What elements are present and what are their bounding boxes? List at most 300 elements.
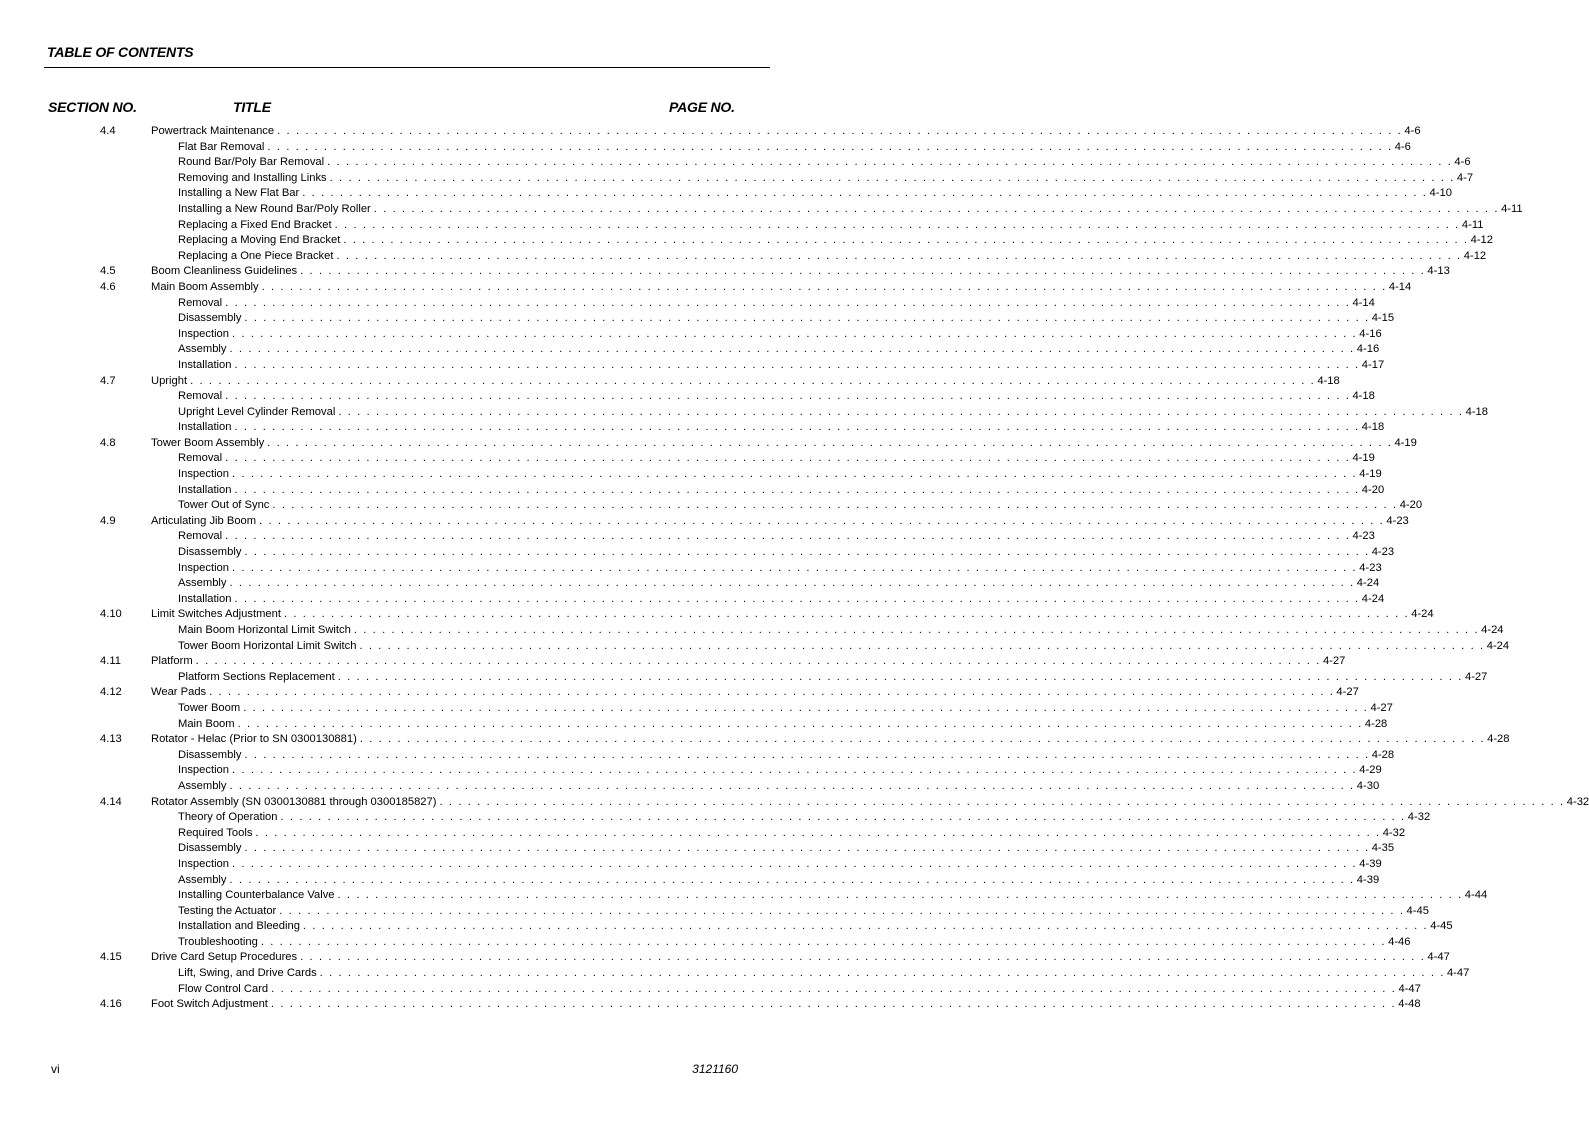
dot-leader: . . . . . . . . . . . . . . . . . . . . . . . . . . . . . . . . . . . . . . . . . . . . . . . . . . . . . . . . . . . . . . . . . . . . . . . . . . . . . . . . . . . . . . . . . . . . . . . . . . . . . . . . . . . . . . . . . . . . . . . . bbox=[267, 436, 1393, 449]
toc-entry-title: Disassembly bbox=[178, 842, 242, 855]
toc-entry-line bbox=[178, 670, 1488, 686]
toc-entry[interactable] bbox=[0, 342, 1380, 358]
dot-leader: . . . . . . . . . . . . . . . . . . . . . . . . . . . . . . . . . . . . . . . . . . . . . . . . . . . . . . . . . . . . . . . . . . . . . . . . . . . . . . . . . . . . . . . . . . . . . . . . . . . . . . . . . . . . . . . . . . . . . . . . bbox=[244, 842, 1370, 855]
toc-entry-title: Inspection bbox=[178, 327, 229, 340]
toc-section-number: 4.13 bbox=[100, 733, 122, 746]
toc-entry-page: 4-24 bbox=[1481, 624, 1504, 636]
toc-entry-line bbox=[151, 997, 1421, 1013]
toc-entry-page: 4-28 bbox=[1364, 717, 1388, 730]
toc-entry-title: Installing a New Round Bar/Poly Roller bbox=[178, 202, 371, 215]
toc-entry[interactable] bbox=[0, 763, 1382, 779]
toc-entry-line bbox=[178, 982, 1421, 998]
toc-entry-title: Installing a New Flat Bar bbox=[178, 187, 300, 200]
toc-entry[interactable] bbox=[0, 982, 1421, 998]
toc-entry-page: 4-24 bbox=[1356, 577, 1380, 590]
toc-entry-page: 4-13 bbox=[1427, 265, 1450, 278]
dot-leader: . . . . . . . . . . . . . . . . . . . . . . . . . . . . . . . . . . . . . . . . . . . . . . . . . . . . . . . . . . . . . . . . . . . . . . . . . . . . . . . . . . . . . . . . . . . . . . . . . . . . . . . . . . . . . . . . . . . . . . . . bbox=[337, 670, 1463, 683]
toc-entry-page: 4-19 bbox=[1394, 436, 1417, 449]
toc-entry[interactable] bbox=[0, 514, 1409, 530]
dot-leader: . . . . . . . . . . . . . . . . . . . . . . . . . . . . . . . . . . . . . . . . . . . . . . . . . . . . . . . . . . . . . . . . . . . . . . . . . . . . . . . . . . . . . . . . . . . . . . . . . . . . . . . . . . . . . . . . . . . . . . . . bbox=[337, 889, 1463, 902]
dot-leader: . . . . . . . . . . . . . . . . . . . . . . . . . . . . . . . . . . . . . . . . . . . . . . . . . . . . . . . . . . . . . . . . . . . . . . . . . . . . . . . . . . . . . . . . . . . . . . . . . . . . . . . . . . . . . . . . . . . . . . . . bbox=[261, 280, 1387, 293]
toc-entry-title: Replacing a Fixed End Bracket bbox=[178, 218, 332, 231]
toc-entry-line bbox=[178, 171, 1474, 187]
toc-entry-title: Removal bbox=[178, 296, 223, 309]
toc-entry[interactable] bbox=[0, 561, 1382, 577]
toc-entry-page: 4-14 bbox=[1352, 296, 1375, 309]
toc-section-number: 4.16 bbox=[100, 998, 122, 1011]
toc-entry-page: 4-35 bbox=[1371, 842, 1395, 855]
toc-entry-page: 4-27 bbox=[1370, 701, 1393, 714]
toc-entry-page: 4-11 bbox=[1461, 218, 1484, 231]
toc-entry-line bbox=[151, 514, 1409, 530]
toc-entry[interactable] bbox=[0, 124, 1421, 140]
dot-leader: . . . . . . . . . . . . . . . . . . . . . . . . . . . . . . . . . . . . . . . . . . . . . . . . . . . . . . . . . . . . . . . . . . . . . . . . . . . . . . . . . . . . . . . . . . . . . . . . . . . . . . . . . . . . . . . . . . . . . . . . bbox=[272, 499, 1398, 512]
toc-entry-page: 4-32 bbox=[1407, 811, 1431, 824]
dot-leader: . . . . . . . . . . . . . . . . . . . . . . . . . . . . . . . . . . . . . . . . . . . . . . . . . . . . . . . . . . . . . . . . . . . . . . . . . . . . . . . . . . . . . . . . . . . . . . . . . . . . . . . . . . . . . . . . . . . . . . . . bbox=[270, 998, 1397, 1011]
toc-entry-page: 4-16 bbox=[1359, 327, 1382, 340]
toc-entry[interactable] bbox=[0, 592, 1385, 608]
toc-entry-title: Assembly bbox=[178, 343, 227, 356]
toc-entry-page: 4-48 bbox=[1398, 998, 1421, 1011]
toc-entry[interactable] bbox=[0, 358, 1385, 374]
dot-leader: . . . . . . . . . . . . . . . . . . . . . . . . . . . . . . . . . . . . . . . . . . . . . . . . . . . . . . . . . . . . . . . . . . . . . . . . . . . . . . . . . . . . . . . . . . . . . . . . . . . . . . . . . . . . . . . . . . . . . . . . bbox=[234, 421, 1360, 434]
toc-entry-line bbox=[178, 826, 1406, 842]
toc-section-number: 4.15 bbox=[100, 951, 122, 964]
toc-entry[interactable] bbox=[0, 233, 1493, 249]
dot-leader: . . . . . . . . . . . . . . . . . . . . . . . . . . . . . . . . . . . . . . . . . . . . . . . . . . . . . . . . . . . . . . . . . . . . . . . . . . . . . . . . . . . . . . . . . . . . . . . . . . . . . . . . . . . . . . . . . . . . . . . . bbox=[279, 904, 1405, 917]
toc-entry-page: 4-18 bbox=[1352, 390, 1375, 403]
toc-entry-title: Inspection bbox=[178, 468, 229, 481]
toc-entry[interactable] bbox=[0, 186, 1452, 202]
dot-leader: . . . . . . . . . . . . . . . . . . . . . . . . . . . . . . . . . . . . . . . . . . . . . . . . . . . . . . . . . . . . . . . . . . . . . . . . . . . . . . . . . . . . . . . . . . . . . . . . . . . . . . . . . . . . . . . . . . . . . . . . bbox=[271, 982, 1397, 995]
toc-entry-line bbox=[178, 576, 1380, 592]
toc-entry[interactable] bbox=[0, 171, 1474, 187]
toc-entry-title: Platform bbox=[151, 655, 193, 668]
toc-entry-title: Round Bar/Poly Bar Removal bbox=[178, 156, 325, 169]
dot-leader: . . . . . . . . . . . . . . . . . . . . . . . . . . . . . . . . . . . . . . . . . . . . . . . . . . . . . . . . . . . . . . . . . . . . . . . . . . . . . . . . . . . . . . . . . . . . . . . . . . . . . . . . . . . . . . . . . . . . . . . . bbox=[234, 592, 1360, 605]
toc-entry-line bbox=[178, 249, 1487, 265]
dot-leader: . . . . . . . . . . . . . . . . . . . . . . . . . . . . . . . . . . . . . . . . . . . . . . . . . . . . . . . . . . . . . . . . . . . . . . . . . . . . . . . . . . . . . . . . . . . . . . . . . . . . . . . . . . . . . . . . . . . . . . . . bbox=[232, 561, 1358, 574]
toc-entry-page: 4-27 bbox=[1464, 670, 1488, 683]
toc-entry-line bbox=[178, 296, 1375, 312]
toc-entry[interactable] bbox=[0, 264, 1450, 280]
toc-entry-line bbox=[178, 639, 1510, 655]
toc-entry-title: Limit Switches Adjustment bbox=[151, 608, 281, 621]
toc-entry-page: 4-46 bbox=[1388, 935, 1411, 948]
toc-entry-page: 4-18 bbox=[1361, 421, 1385, 434]
toc-entry[interactable] bbox=[0, 155, 1471, 171]
dot-leader: . . . . . . . . . . . . . . . . . . . . . . . . . . . . . . . . . . . . . . . . . . . . . . . . . . . . . . . . . . . . . . . . . . . . . . . . . . . . . . . . . . . . . . . . . . . . . . . . . . . . . . . . . . . . . . . . . . . . . . . . bbox=[319, 967, 1445, 980]
toc-entry-line bbox=[178, 451, 1375, 467]
toc-entry[interactable] bbox=[0, 701, 1393, 717]
toc-entry-page: 4-47 bbox=[1446, 967, 1470, 980]
dot-leader: . . . . . . . . . . . . . . . . . . . . . . . . . . . . . . . . . . . . . . . . . . . . . . . . . . . . . . . . . . . . . . . . . . . . . . . . . . . . . . . . . . . . . . . . . . . . . . . . . . . . . . . . . . . . . . . . . . . . . . . . bbox=[327, 156, 1453, 169]
dot-leader: . . . . . . . . . . . . . . . . . . . . . . . . . . . . . . . . . . . . . . . . . . . . . . . . . . . . . . . . . . . . . . . . . . . . . . . . . . . . . . . . . . . . . . . . . . . . . . . . . . . . . . . . . . . . . . . . . . . . . . . . bbox=[353, 624, 1480, 636]
dot-leader: . . . . . . . . . . . . . . . . . . . . . . . . . . . . . . . . . . . . . . . . . . . . . . . . . . . . . . . . . . . . . . . . . . . . . . . . . . . . . . . . . . . . . . . . . . . . . . . . . . . . . . . . . . . . . . . . . . . . . . . . bbox=[329, 171, 1455, 184]
toc-entry[interactable] bbox=[0, 389, 1375, 405]
toc-entry[interactable] bbox=[0, 904, 1429, 920]
toc-section-number: 4.6 bbox=[100, 280, 116, 293]
toc-entry[interactable] bbox=[0, 280, 1412, 296]
toc-entry-title: Main Boom Horizontal Limit Switch bbox=[178, 624, 351, 636]
toc-entry[interactable] bbox=[0, 296, 1375, 312]
toc-entry-line bbox=[178, 483, 1385, 499]
dot-leader: . . . . . . . . . . . . . . . . . . . . . . . . . . . . . . . . . . . . . . . . . . . . . . . . . . . . . . . . . . . . . . . . . . . . . . . . . . . . . . . . . . . . . . . . . . . . . . . . . . . . . . . . . . . . . . . . . . . . . . . . bbox=[195, 655, 1321, 668]
toc-section-number: 4.7 bbox=[100, 374, 116, 387]
toc-entry-line bbox=[178, 218, 1484, 234]
toc-entry-title: Main Boom bbox=[178, 717, 235, 730]
dot-leader: . . . . . . . . . . . . . . . . . . . . . . . . . . . . . . . . . . . . . . . . . . . . . . . . . . . . . . . . . . . . . . . . . . . . . . . . . . . . . . . . . . . . . . . . . . . . . . . . . . . . . . . . . . . . . . . . . . . . . . . . bbox=[232, 764, 1358, 777]
toc-entry-title: Troubleshooting bbox=[178, 935, 258, 948]
toc-list bbox=[0, 124, 1589, 1013]
dot-leader: . . . . . . . . . . . . . . . . . . . . . . . . . . . . . . . . . . . . . . . . . . . . . . . . . . . . . . . . . . . . . . . . . . . . . . . . . . . . . . . . . . . . . . . . . . . . . . . . . . . . . . . . . . . . . . . . . . . . . . . . bbox=[209, 686, 1335, 699]
toc-entry-page: 4-23 bbox=[1359, 561, 1382, 574]
toc-entry-page: 4-14 bbox=[1388, 280, 1412, 293]
header-rule bbox=[44, 67, 770, 68]
toc-entry[interactable] bbox=[0, 374, 1340, 390]
toc-entry-title: Installation and Bleeding bbox=[178, 920, 300, 933]
toc-entry[interactable] bbox=[0, 779, 1380, 795]
toc-entry-title: Required Tools bbox=[178, 826, 253, 839]
dot-leader: . . . . . . . . . . . . . . . . . . . . . . . . . . . . . . . . . . . . . . . . . . . . . . . . . . . . . . . . . . . . . . . . . . . . . . . . . . . . . . . . . . . . . . . . . . . . . . . . . . . . . . . . . . . . . . . . . . . . . . . . bbox=[225, 452, 1351, 465]
toc-entry-line bbox=[178, 873, 1380, 889]
toc-entry-page: 4-19 bbox=[1352, 452, 1375, 465]
toc-entry-title: Flow Control Card bbox=[178, 982, 269, 995]
toc-entry-title: Assembly bbox=[178, 779, 227, 792]
toc-entry-title: Installing Counterbalance Valve bbox=[178, 889, 335, 902]
toc-entry-page: 4-19 bbox=[1359, 468, 1382, 481]
toc-entry-line bbox=[151, 732, 1510, 748]
toc-entry-title: Testing the Actuator bbox=[178, 904, 277, 917]
toc-entry-line bbox=[151, 950, 1450, 966]
toc-entry[interactable] bbox=[0, 639, 1510, 655]
toc-entry-page: 4-23 bbox=[1386, 514, 1409, 527]
toc-section-number: 4.5 bbox=[100, 265, 116, 278]
toc-entry-title: Wear Pads bbox=[151, 686, 207, 699]
toc-entry-page: 4-10 bbox=[1429, 187, 1452, 200]
toc-entry-page: 4-23 bbox=[1352, 530, 1375, 543]
dot-leader: . . . . . . . . . . . . . . . . . . . . . . . . . . . . . . . . . . . . . . . . . . . . . . . . . . . . . . . . . . . . . . . . . . . . . . . . . . . . . . . . . . . . . . . . . . . . . . . . . . . . . . . . . . . . . . . . . . . . . . . . bbox=[232, 327, 1358, 340]
dot-leader: . . . . . . . . . . . . . . . . . . . . . . . . . . . . . . . . . . . . . . . . . . . . . . . . . . . . . . . . . . . . . . . . . . . . . . . . . . . . . . . . . . . . . . . . . . . . . . . . . . . . . . . . . . . . . . . . . . . . . . . . bbox=[237, 717, 1363, 730]
toc-entry-title: Main Boom Assembly bbox=[151, 280, 259, 293]
toc-entry-line bbox=[178, 233, 1493, 249]
toc-entry-page: 4-18 bbox=[1317, 374, 1340, 387]
dot-leader: . . . . . . . . . . . . . . . . . . . . . . . . . . . . . . . . . . . . . . . . . . . . . . . . . . . . . . . . . . . . . . . . . . . . . . . . . . . . . . . . . . . . . . . . . . . . . . . . . . . . . . . . . . . . . . . . . . . . . . . . bbox=[302, 187, 1428, 200]
toc-section-number: 4.4 bbox=[100, 125, 116, 137]
toc-entry-title: Replacing a Moving End Bracket bbox=[178, 234, 341, 247]
toc-entry[interactable] bbox=[0, 218, 1484, 234]
toc-entry-line bbox=[178, 529, 1375, 545]
dot-leader: . . . . . . . . . . . . . . . . . . . . . . . . . . . . . . . . . . . . . . . . . . . . . . . . . . . . . . . . . . . . . . . . . . . . . . . . . . . . . . . . . . . . . . . . . . . . . . . . . . . . . . . . . . . . . . . . . . . . . . . . bbox=[359, 733, 1486, 746]
toc-entry-title: Inspection bbox=[178, 764, 229, 777]
toc-entry-line bbox=[151, 795, 1589, 811]
toc-entry-page: 4-39 bbox=[1356, 873, 1380, 886]
toc-entry-page: 4-30 bbox=[1356, 779, 1380, 792]
toc-entry-line bbox=[178, 202, 1523, 218]
toc-entry-title: Platform Sections Replacement bbox=[178, 670, 335, 683]
toc-section-number: 4.14 bbox=[100, 795, 122, 808]
toc-entry-title: Installation bbox=[178, 483, 232, 496]
toc-entry[interactable] bbox=[0, 717, 1388, 733]
dot-leader: . . . . . . . . . . . . . . . . . . . . . . . . . . . . . . . . . . . . . . . . . . . . . . . . . . . . . . . . . . . . . . . . . . . . . . . . . . . . . . . . . . . . . . . . . . . . . . . . . . . . . . . . . . . . . . . . . . . . . . . . bbox=[244, 748, 1370, 761]
toc-entry-line bbox=[151, 654, 1346, 670]
toc-entry[interactable] bbox=[0, 888, 1488, 904]
toc-entry-title: Assembly bbox=[178, 577, 227, 590]
toc-entry-line bbox=[178, 717, 1388, 733]
toc-entry-line bbox=[178, 763, 1382, 779]
toc-entry[interactable] bbox=[0, 405, 1489, 421]
toc-entry-line bbox=[178, 358, 1385, 374]
toc-entry[interactable] bbox=[0, 576, 1380, 592]
toc-entry-title: Rotator Assembly (SN 0300130881 through 0300185827) bbox=[151, 795, 437, 808]
toc-entry-title: Replacing a One Piece Bracket bbox=[178, 249, 334, 262]
toc-entry-line bbox=[178, 186, 1452, 202]
toc-entry[interactable] bbox=[0, 607, 1434, 623]
toc-entry-page: 4-12 bbox=[1470, 234, 1493, 247]
toc-entry-page: 4-17 bbox=[1361, 358, 1385, 371]
toc-entry[interactable] bbox=[0, 826, 1406, 842]
dot-leader: . . . . . . . . . . . . . . . . . . . . . . . . . . . . . . . . . . . . . . . . . . . . . . . . . . . . . . . . . . . . . . . . . . . . . . . . . . . . . . . . . . . . . . . . . . . . . . . . . . . . . . . . . . . . . . . . . . . . . . . . bbox=[225, 530, 1351, 543]
toc-section-number: 4.10 bbox=[100, 608, 122, 621]
toc-entry-title: Drive Card Setup Procedures bbox=[151, 951, 298, 964]
dot-leader: . . . . . . . . . . . . . . . . . . . . . . . . . . . . . . . . . . . . . . . . . . . . . . . . . . . . . . . . . . . . . . . . . . . . . . . . . . . . . . . . . . . . . . . . . . . . . . . . . . . . . . . . . . . . . . . . . . . . . . . . bbox=[300, 951, 1426, 964]
toc-entry-title: Upright bbox=[151, 374, 188, 387]
toc-entry-title: Foot Switch Adjustment bbox=[151, 998, 268, 1011]
dot-leader: . . . . . . . . . . . . . . . . . . . . . . . . . . . . . . . . . . . . . . . . . . . . . . . . . . . . . . . . . . . . . . . . . . . . . . . . . . . . . . . . . . . . . . . . . . . . . . . . . . . . . . . . . . . . . . . . . . . . . . . . bbox=[373, 202, 1500, 215]
dot-leader: . . . . . . . . . . . . . . . . . . . . . . . . . . . . . . . . . . . . . . . . . . . . . . . . . . . . . . . . . . . . . . . . . . . . . . . . . . . . . . . . . . . . . . . . . . . . . . . . . . . . . . . . . . . . . . . . . . . . . . . . bbox=[259, 514, 1385, 527]
toc-entry-title: Inspection bbox=[178, 561, 229, 574]
dot-leader: . . . . . . . . . . . . . . . . . . . . . . . . . . . . . . . . . . . . . . . . . . . . . . . . . . . . . . . . . . . . . . . . . . . . . . . . . . . . . . . . . . . . . . . . . . . . . . . . . . . . . . . . . . . . . . . . . . . . . . . . bbox=[229, 577, 1355, 590]
column-header-title: TITLE bbox=[233, 99, 271, 115]
toc-entry-line bbox=[178, 420, 1385, 436]
toc-section-number: 4.8 bbox=[100, 436, 116, 449]
toc-entry-line bbox=[178, 779, 1380, 795]
toc-entry-page: 4-6 bbox=[1404, 125, 1421, 137]
toc-entry-line bbox=[178, 935, 1411, 951]
dot-leader: . . . . . . . . . . . . . . . . . . . . . . . . . . . . . . . . . . . . . . . . . . . . . . . . . . . . . . . . . . . . . . . . . . . . . . . . . . . . . . . . . . . . . . . . . . . . . . . . . . . . . . . . . . . . . . . . . . . . . . . . bbox=[225, 390, 1351, 403]
toc-entry-line bbox=[178, 467, 1382, 483]
toc-entry-page: 4-47 bbox=[1427, 951, 1450, 964]
toc-entry[interactable] bbox=[0, 857, 1382, 873]
toc-entry-line bbox=[178, 342, 1380, 358]
toc-entry-line bbox=[178, 327, 1382, 343]
toc-entry-page: 4-23 bbox=[1371, 546, 1395, 559]
toc-entry-page: 4-32 bbox=[1382, 826, 1406, 839]
toc-entry-title: Lift, Swing, and Drive Cards bbox=[178, 967, 317, 980]
toc-entry-page: 4-45 bbox=[1430, 920, 1453, 933]
toc-entry-line bbox=[151, 280, 1412, 296]
toc-entry[interactable] bbox=[0, 997, 1421, 1013]
toc-entry-title: Removal bbox=[178, 390, 223, 403]
toc-entry-line bbox=[178, 966, 1470, 982]
toc-entry-line bbox=[151, 124, 1421, 140]
toc-entry[interactable] bbox=[0, 810, 1431, 826]
dot-leader: . . . . . . . . . . . . . . . . . . . . . . . . . . . . . . . . . . . . . . . . . . . . . . . . . . . . . . . . . . . . . . . . . . . . . . . . . . . . . . . . . . . . . . . . . . . . . . . . . . . . . . . . . . . . . . . . . . . . . . . . bbox=[232, 857, 1358, 870]
toc-entry[interactable] bbox=[0, 873, 1380, 889]
toc-entry[interactable] bbox=[0, 327, 1382, 343]
toc-entry-title: Installation bbox=[178, 592, 232, 605]
toc-entry[interactable] bbox=[0, 919, 1453, 935]
toc-entry-line bbox=[178, 701, 1393, 717]
toc-entry-line bbox=[178, 389, 1375, 405]
toc-entry-page: 4-6 bbox=[1394, 140, 1411, 153]
dot-leader: . . . . . . . . . . . . . . . . . . . . . . . . . . . . . . . . . . . . . . . . . . . . . . . . . . . . . . . . . . . . . . . . . . . . . . . . . . . . . . . . . . . . . . . . . . . . . . . . . . . . . . . . . . . . . . . . . . . . . . . . bbox=[190, 374, 1316, 387]
toc-entry-title: Removal bbox=[178, 530, 223, 543]
column-header-page: PAGE NO. bbox=[669, 99, 735, 115]
toc-entry-title: Disassembly bbox=[178, 546, 242, 559]
dot-leader: . . . . . . . . . . . . . . . . . . . . . . . . . . . . . . . . . . . . . . . . . . . . . . . . . . . . . . . . . . . . . . . . . . . . . . . . . . . . . . . . . . . . . . . . . . . . . . . . . . . . . . . . . . . . . . . . . . . . . . . . bbox=[234, 483, 1360, 496]
toc-entry-line bbox=[151, 374, 1340, 390]
footer-document-number: 3121160 bbox=[692, 1062, 738, 1076]
toc-entry-page: 4-44 bbox=[1464, 889, 1488, 902]
toc-entry[interactable] bbox=[0, 654, 1346, 670]
toc-entry-page: 4-27 bbox=[1322, 655, 1346, 668]
toc-entry[interactable] bbox=[0, 311, 1395, 327]
toc-entry[interactable] bbox=[0, 202, 1523, 218]
toc-entry-page: 4-29 bbox=[1359, 764, 1382, 777]
dot-leader: . . . . . . . . . . . . . . . . . . . . . . . . . . . . . . . . . . . . . . . . . . . . . . . . . . . . . . . . . . . . . . . . . . . . . . . . . . . . . . . . . . . . . . . . . . . . . . . . . . . . . . . . . . . . . . . . . . . . . . . . bbox=[267, 140, 1393, 153]
dot-leader: . . . . . . . . . . . . . . . . . . . . . . . . . . . . . . . . . . . . . . . . . . . . . . . . . . . . . . . . . . . . . . . . . . . . . . . . . . . . . . . . . . . . . . . . . . . . . . . . . . . . . . . . . . . . . . . . . . . . . . . . bbox=[359, 639, 1485, 652]
toc-entry-title: Disassembly bbox=[178, 748, 242, 761]
toc-entry-title: Disassembly bbox=[178, 312, 242, 325]
toc-entry[interactable] bbox=[0, 436, 1417, 452]
dot-leader: . . . . . . . . . . . . . . . . . . . . . . . . . . . . . . . . . . . . . . . . . . . . . . . . . . . . . . . . . . . . . . . . . . . . . . . . . . . . . . . . . . . . . . . . . . . . . . . . . . . . . . . . . . . . . . . . . . . . . . . . bbox=[260, 935, 1387, 948]
toc-entry[interactable] bbox=[0, 623, 1504, 639]
toc-entry-page: 4-20 bbox=[1399, 499, 1423, 512]
toc-entry[interactable] bbox=[0, 685, 1359, 701]
toc-entry[interactable] bbox=[0, 498, 1423, 514]
toc-entry[interactable] bbox=[0, 732, 1510, 748]
toc-entry-line bbox=[151, 264, 1450, 280]
toc-entry-line bbox=[151, 436, 1417, 452]
toc-entry[interactable] bbox=[0, 420, 1385, 436]
toc-entry-page: 4-28 bbox=[1371, 748, 1395, 761]
toc-entry[interactable] bbox=[0, 545, 1395, 561]
toc-entry[interactable] bbox=[0, 483, 1385, 499]
toc-entry-page: 4-11 bbox=[1501, 202, 1523, 215]
footer-page-number: vi bbox=[51, 1062, 60, 1076]
dot-leader: . . . . . . . . . . . . . . . . . . . . . . . . . . . . . . . . . . . . . . . . . . . . . . . . . . . . . . . . . . . . . . . . . . . . . . . . . . . . . . . . . . . . . . . . . . . . . . . . . . . . . . . . . . . . . . . . . . . . . . . . bbox=[300, 265, 1426, 278]
toc-entry-page: 4-12 bbox=[1463, 249, 1487, 262]
column-header-section: SECTION NO. bbox=[48, 99, 137, 115]
toc-entry-title: Upright Level Cylinder Removal bbox=[178, 405, 336, 418]
dot-leader: . . . . . . . . . . . . . . . . . . . . . . . . . . . . . . . . . . . . . . . . . . . . . . . . . . . . . . . . . . . . . . . . . . . . . . . . . . . . . . . . . . . . . . . . . . . . . . . . . . . . . . . . . . . . . . . . . . . . . . . . bbox=[277, 125, 1403, 137]
toc-entry-title: Articulating Jib Boom bbox=[151, 514, 257, 527]
toc-entry-line bbox=[178, 857, 1382, 873]
toc-entry-line bbox=[178, 919, 1453, 935]
dot-leader: . . . . . . . . . . . . . . . . . . . . . . . . . . . . . . . . . . . . . . . . . . . . . . . . . . . . . . . . . . . . . . . . . . . . . . . . . . . . . . . . . . . . . . . . . . . . . . . . . . . . . . . . . . . . . . . . . . . . . . . . bbox=[232, 468, 1358, 481]
toc-entry-page: 4-27 bbox=[1336, 686, 1359, 699]
toc-entry[interactable] bbox=[0, 748, 1395, 764]
dot-leader: . . . . . . . . . . . . . . . . . . . . . . . . . . . . . . . . . . . . . . . . . . . . . . . . . . . . . . . . . . . . . . . . . . . . . . . . . . . . . . . . . . . . . . . . . . . . . . . . . . . . . . . . . . . . . . . . . . . . . . . . bbox=[243, 701, 1369, 714]
toc-entry-title: Installation bbox=[178, 358, 232, 371]
toc-entry-title: Tower Boom Assembly bbox=[151, 436, 265, 449]
toc-entry-line bbox=[178, 545, 1395, 561]
dot-leader: . . . . . . . . . . . . . . . . . . . . . . . . . . . . . . . . . . . . . . . . . . . . . . . . . . . . . . . . . . . . . . . . . . . . . . . . . . . . . . . . . . . . . . . . . . . . . . . . . . . . . . . . . . . . . . . . . . . . . . . . bbox=[229, 873, 1355, 886]
toc-entry-page: 4-28 bbox=[1487, 733, 1510, 746]
toc-entry-page: 4-16 bbox=[1356, 343, 1380, 356]
dot-leader: . . . . . . . . . . . . . . . . . . . . . . . . . . . . . . . . . . . . . . . . . . . . . . . . . . . . . . . . . . . . . . . . . . . . . . . . . . . . . . . . . . . . . . . . . . . . . . . . . . . . . . . . . . . . . . . . . . . . . . . . bbox=[343, 234, 1469, 247]
toc-entry-title: Theory of Operation bbox=[178, 811, 278, 824]
toc-entry-title: Powertrack Maintenance bbox=[151, 125, 275, 137]
dot-leader: . . . . . . . . . . . . . . . . . . . . . . . . . . . . . . . . . . . . . . . . . . . . . . . . . . . . . . . . . . . . . . . . . . . . . . . . . . . . . . . . . . . . . . . . . . . . . . . . . . . . . . . . . . . . . . . . . . . . . . . . bbox=[302, 920, 1429, 933]
toc-entry-title: Boom Cleanliness Guidelines bbox=[151, 265, 298, 278]
toc-entry-line bbox=[178, 155, 1471, 171]
toc-entry[interactable] bbox=[0, 841, 1395, 857]
toc-entry-title: Installation bbox=[178, 421, 232, 434]
toc-entry-line bbox=[178, 623, 1504, 639]
toc-entry-title: Removing and Installing Links bbox=[178, 171, 327, 184]
toc-entry[interactable] bbox=[0, 670, 1488, 686]
toc-entry[interactable] bbox=[0, 935, 1411, 951]
toc-entry-title: Tower Boom bbox=[178, 701, 241, 714]
toc-entry-line bbox=[178, 904, 1429, 920]
dot-leader: . . . . . . . . . . . . . . . . . . . . . . . . . . . . . . . . . . . . . . . . . . . . . . . . . . . . . . . . . . . . . . . . . . . . . . . . . . . . . . . . . . . . . . . . . . . . . . . . . . . . . . . . . . . . . . . . . . . . . . . . bbox=[229, 779, 1355, 792]
toc-entry-title: Tower Boom Horizontal Limit Switch bbox=[178, 639, 357, 652]
toc-section-number: 4.12 bbox=[100, 686, 122, 699]
toc-section-number: 4.9 bbox=[100, 514, 116, 527]
dot-leader: . . . . . . . . . . . . . . . . . . . . . . . . . . . . . . . . . . . . . . . . . . . . . . . . . . . . . . . . . . . . . . . . . . . . . . . . . . . . . . . . . . . . . . . . . . . . . . . . . . . . . . . . . . . . . . . . . . . . . . . . bbox=[244, 546, 1370, 559]
dot-leader: . . . . . . . . . . . . . . . . . . . . . . . . . . . . . . . . . . . . . . . . . . . . . . . . . . . . . . . . . . . . . . . . . . . . . . . . . . . . . . . . . . . . . . . . . . . . . . . . . . . . . . . . . . . . . . . . . . . . . . . . bbox=[338, 405, 1464, 418]
toc-entry-line bbox=[178, 841, 1395, 857]
toc-entry-title: Tower Out of Sync bbox=[178, 499, 270, 512]
toc-entry-page: 4-24 bbox=[1361, 592, 1385, 605]
toc-entry-line bbox=[178, 498, 1423, 514]
toc-entry-page: 4-24 bbox=[1486, 639, 1510, 652]
toc-entry-page: 4-18 bbox=[1465, 405, 1489, 418]
toc-entry-line bbox=[178, 810, 1431, 826]
toc-entry-line bbox=[178, 748, 1395, 764]
toc-entry[interactable] bbox=[0, 467, 1382, 483]
dot-leader: . . . . . . . . . . . . . . . . . . . . . . . . . . . . . . . . . . . . . . . . . . . . . . . . . . . . . . . . . . . . . . . . . . . . . . . . . . . . . . . . . . . . . . . . . . . . . . . . . . . . . . . . . . . . . . . . . . . . . . . . bbox=[334, 218, 1460, 231]
dot-leader: . . . . . . . . . . . . . . . . . . . . . . . . . . . . . . . . . . . . . . . . . . . . . . . . . . . . . . . . . . . . . . . . . . . . . . . . . . . . . . . . . . . . . . . . . . . . . . . . . . . . . . . . . . . . . . . . . . . . . . . . bbox=[283, 608, 1410, 621]
toc-entry-title: Rotator - Helac (Prior to SN 0300130881) bbox=[151, 733, 357, 746]
toc-entry[interactable] bbox=[0, 966, 1470, 982]
toc-entry-line bbox=[178, 888, 1488, 904]
toc-entry[interactable] bbox=[0, 451, 1375, 467]
toc-entry-line bbox=[178, 140, 1411, 156]
dot-leader: . . . . . . . . . . . . . . . . . . . . . . . . . . . . . . . . . . . . . . . . . . . . . . . . . . . . . . . . . . . . . . . . . . . . . . . . . . . . . . . . . . . . . . . . . . . . . . . . . . . . . . . . . . . . . . . . . . . . . . . . bbox=[255, 826, 1381, 839]
dot-leader: . . . . . . . . . . . . . . . . . . . . . . . . . . . . . . . . . . . . . . . . . . . . . . . . . . . . . . . . . . . . . . . . . . . . . . . . . . . . . . . . . . . . . . . . . . . . . . . . . . . . . . . . . . . . . . . . . . . . . . . . bbox=[280, 811, 1406, 824]
toc-entry-line bbox=[151, 685, 1359, 701]
dot-leader: . . . . . . . . . . . . . . . . . . . . . . . . . . . . . . . . . . . . . . . . . . . . . . . . . . . . . . . . . . . . . . . . . . . . . . . . . . . . . . . . . . . . . . . . . . . . . . . . . . . . . . . . . . . . . . . . . . . . . . . . bbox=[336, 249, 1462, 262]
dot-leader: . . . . . . . . . . . . . . . . . . . . . . . . . . . . . . . . . . . . . . . . . . . . . . . . . . . . . . . . . . . . . . . . . . . . . . . . . . . . . . . . . . . . . . . . . . . . . . . . . . . . . . . . . . . . . . . . . . . . . . . . bbox=[234, 358, 1360, 371]
toc-entry-line bbox=[178, 405, 1489, 421]
toc-entry-line bbox=[178, 561, 1382, 577]
page-header-title: TABLE OF CONTENTS bbox=[47, 44, 194, 60]
dot-leader: . . . . . . . . . . . . . . . . . . . . . . . . . . . . . . . . . . . . . . . . . . . . . . . . . . . . . . . . . . . . . . . . . . . . . . . . . . . . . . . . . . . . . . . . . . . . . . . . . . . . . . . . . . . . . . . . . . . . . . . . bbox=[225, 296, 1351, 309]
toc-entry-title: Flat Bar Removal bbox=[178, 140, 265, 153]
toc-entry-page: 4-15 bbox=[1371, 312, 1395, 325]
toc-entry-line bbox=[151, 607, 1434, 623]
toc-entry[interactable] bbox=[0, 249, 1487, 265]
dot-leader: . . . . . . . . . . . . . . . . . . . . . . . . . . . . . . . . . . . . . . . . . . . . . . . . . . . . . . . . . . . . . . . . . . . . . . . . . . . . . . . . . . . . . . . . . . . . . . . . . . . . . . . . . . . . . . . . . . . . . . . . bbox=[229, 343, 1355, 356]
toc-entry-page: 4-47 bbox=[1398, 982, 1421, 995]
toc-entry-line bbox=[178, 592, 1385, 608]
dot-leader: . . . . . . . . . . . . . . . . . . . . . . . . . . . . . . . . . . . . . . . . . . . . . . . . . . . . . . . . . . . . . . . . . . . . . . . . . . . . . . . . . . . . . . . . . . . . . . . . . . . . . . . . . . . . . . . . . . . . . . . . bbox=[439, 795, 1565, 808]
toc-entry-page: 4-24 bbox=[1411, 608, 1434, 621]
toc-entry-line bbox=[178, 311, 1395, 327]
toc-entry-page: 4-20 bbox=[1361, 483, 1385, 496]
toc-entry-title: Inspection bbox=[178, 857, 229, 870]
toc-entry[interactable] bbox=[0, 795, 1589, 811]
dot-leader: . . . . . . . . . . . . . . . . . . . . . . . . . . . . . . . . . . . . . . . . . . . . . . . . . . . . . . . . . . . . . . . . . . . . . . . . . . . . . . . . . . . . . . . . . . . . . . . . . . . . . . . . . . . . . . . . . . . . . . . . bbox=[244, 312, 1370, 325]
toc-entry[interactable] bbox=[0, 529, 1375, 545]
toc-entry[interactable] bbox=[0, 950, 1450, 966]
toc-entry-page: 4-32 bbox=[1566, 795, 1589, 808]
toc-section-number: 4.11 bbox=[100, 655, 121, 668]
toc-entry[interactable] bbox=[0, 140, 1411, 156]
